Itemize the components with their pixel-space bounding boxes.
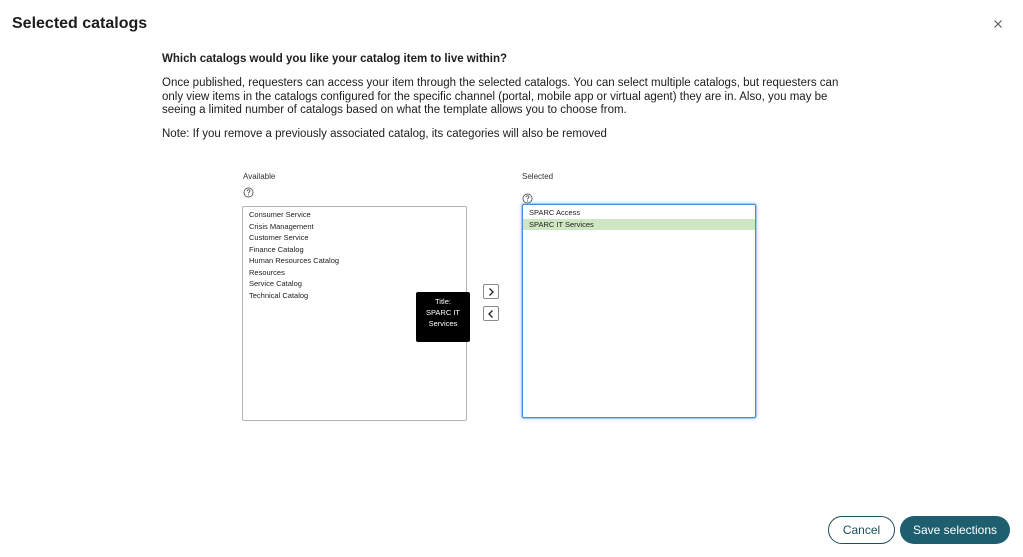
description-text: Once published, requesters can access your item through the selected catalogs. You can select multiple catalogs, but requesters can only view items in the catalogs configured for the specific channel (portal, mobile app or virtual agent) they are in. Also, you may be seeing a limited number of catalogs based on what the template allows you to choose from.: [162, 77, 839, 116]
list-item[interactable]: Human Resources Catalog: [249, 256, 340, 265]
cancel-button[interactable]: Cancel: [828, 516, 895, 544]
available-label: Available: [243, 172, 276, 181]
note-text: Note: If you remove a previously associated catalog, its categories will also be removed: [162, 127, 607, 140]
list-item[interactable]: Resources: [249, 267, 285, 277]
question-heading: Which catalogs would you like your catalog item to live within?: [162, 53, 508, 65]
modal-title: Selected catalogs: [12, 15, 148, 32]
help-icon[interactable]: [243, 187, 254, 198]
list-item[interactable]: Consumer Service: [249, 210, 311, 219]
save-selections-button[interactable]: Save selections: [900, 516, 1010, 544]
list-item[interactable]: Technical Catalog: [249, 290, 309, 300]
list-item[interactable]: SPARC IT Services: [523, 219, 755, 231]
selected-listbox[interactable]: [522, 204, 756, 418]
tooltip-line: Title:: [435, 297, 451, 306]
close-icon: [990, 16, 1006, 32]
tooltip-line: SPARC IT: [425, 308, 461, 317]
list-item[interactable]: Finance Catalog: [249, 244, 304, 254]
chevron-left-icon: [486, 309, 496, 319]
item-tooltip: [416, 292, 470, 342]
list-item[interactable]: SPARC Access: [529, 208, 581, 217]
move-right-button[interactable]: [483, 284, 499, 299]
list-item[interactable]: Service Catalog: [249, 279, 302, 288]
move-left-button[interactable]: [483, 306, 499, 321]
chevron-right-icon: [486, 287, 496, 297]
modal-body: [162, 52, 862, 141]
list-item[interactable]: Crisis Management: [249, 221, 314, 231]
selected-label: Selected: [522, 172, 554, 181]
tooltip-line: Services: [428, 319, 458, 328]
close-button[interactable]: [990, 16, 1006, 32]
help-icon[interactable]: [522, 193, 533, 204]
list-item[interactable]: Customer Service: [249, 233, 309, 242]
